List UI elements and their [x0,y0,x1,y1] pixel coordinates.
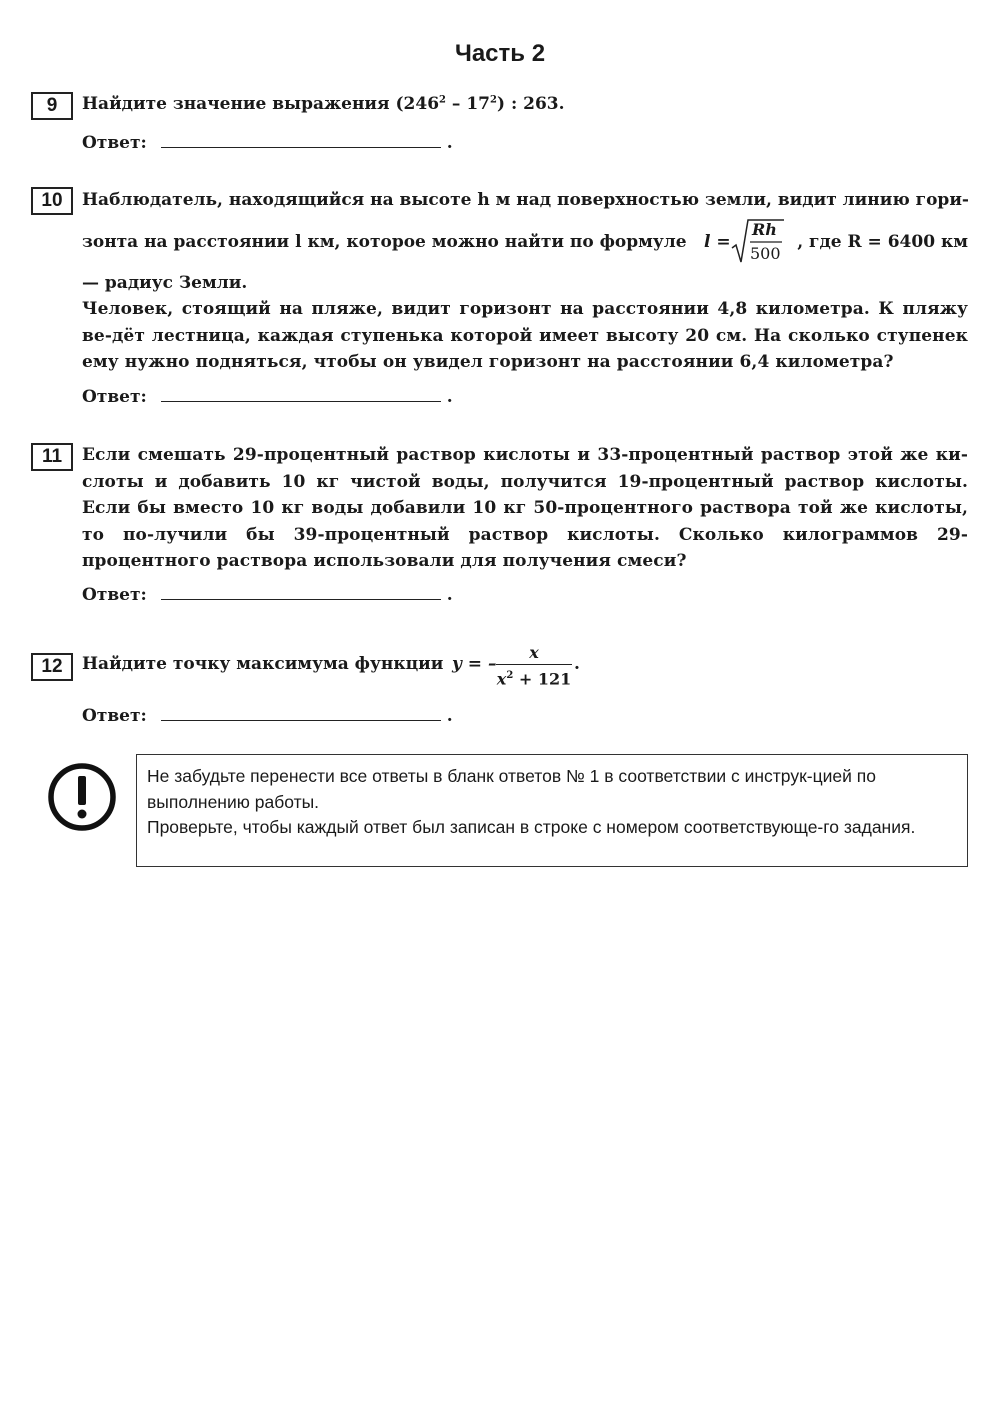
answer-label: Ответ: [82,387,147,407]
task-number-12: 12 [31,653,73,681]
notice-line-2: Проверьте, чтобы каждый ответ был записан в строке с номером соответствующе-го задания. [147,817,916,837]
task-number-10: 10 [31,187,73,215]
task-10-line-1: Наблюдатель, находящийся на высоте h м над поверхностью земли, видит линию гори- [82,190,969,210]
answer-field[interactable] [161,133,441,148]
notice-box [136,754,968,867]
fraction-formula: x $x^2 + 121$ [496,643,572,689]
answer-field[interactable] [161,706,441,721]
task-11-answer: Ответ: . [82,585,453,605]
answer-field[interactable] [161,387,441,402]
task-9-text: Найдите значение выражения $(246^2 - 17^2)$ : 263. [82,94,565,114]
task-11-text: Если смешать 29-процентный раствор кислоты и 33-процентный раствор этой же ки-слоты и добавить 10 кг чистой воды, получится 19-процентный раствор кислоты. Если бы вместо 10 кг воды добавили 10 кг 50-процентного раствора той же кислоты, то по-лучили бы 39-процентный раствор кислоты. Сколько килограммов 29-процентного раствора использовали для получения смеси? [82,445,968,571]
task-12-answer: Ответ: . [82,706,453,726]
formula-lhs: y = – [452,654,497,674]
answer-label: Ответ: [82,133,147,153]
task-10-answer: Ответ: . [82,387,453,407]
notice-line-1: Не забудьте перенести все ответы в бланк ответов № 1 в соответствии с инструк-цией по выполнению работы. [147,766,876,812]
task-10-line-2: зонта на расстоянии l км, которое можно найти по формуле l = Rh 500 , где R = 6400 км [82,220,968,263]
page-title: Часть 2 [454,40,546,67]
task-number-9: 9 [31,92,73,120]
formula-lhs: l = [704,232,731,252]
exclamation-circle-icon [47,762,117,832]
answer-label: Ответ: [82,585,147,605]
task-10-paragraph: Человек, стоящий на пляже, видит горизонт на расстоянии 4,8 километра. К пляжу ве-дёт лестница, каждая ступенька которой имеет высоту 20 см. На сколько ступенек ему нужно подняться, чтобы он увидел горизонт на расстоянии 6,4 километра? [82,299,968,372]
task-9-answer: Ответ: . [82,133,453,153]
task-number-11: 11 [31,443,73,471]
answer-field[interactable] [161,585,441,600]
task-12-text: Найдите точку максимума функции y = – x $x^2 + 121$ . [82,643,580,689]
task-10-line-3: — радиус Земли. [82,273,248,293]
answer-label: Ответ: [82,706,147,726]
